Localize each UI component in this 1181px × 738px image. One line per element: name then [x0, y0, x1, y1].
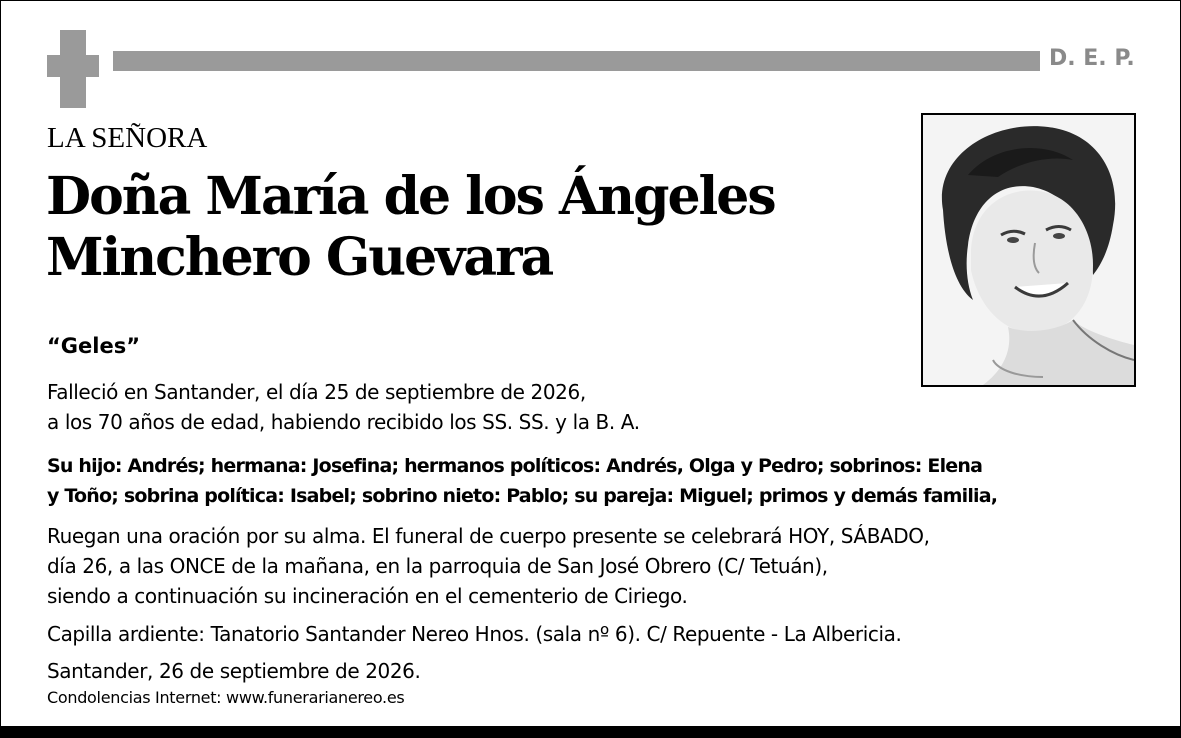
death-announcement — [47, 377, 640, 437]
name-line-2: Minchero Guevara — [46, 227, 553, 288]
nickname: “Geles” — [47, 334, 141, 358]
funeral-details — [47, 521, 930, 611]
prayer-line-1: Ruegan una oración por su alma. El funeral de cuerpo presente se celebrará HOY, SÁBADO, — [47, 524, 930, 548]
family-line-2: y Toño; sobrina política: Isabel; sobrino nieto: Pablo; su pareja: Miguel; primos y demás familia, — [47, 485, 998, 507]
prayer-line-2: día 26, a las ONCE de la mañana, en la parroquia de San José Obrero (C/ Tetuán), — [47, 554, 828, 578]
deceased-name — [46, 166, 775, 288]
chapel-info: Capilla ardiente: Tanatorio Santander Nereo Hnos. (sala nº 6). C/ Repuente - La Albericia. — [47, 622, 902, 646]
name-line-1: Doña María de los Ángeles — [46, 166, 775, 227]
place-date: Santander, 26 de septiembre de 2026. — [47, 659, 421, 683]
dep-label: D. E. P. — [1049, 46, 1135, 71]
honorific: LA SEÑORA — [47, 122, 208, 154]
bottom-rule — [0, 726, 1181, 738]
condolences-link: Condolencias Internet: www.funerarianereo.es — [47, 688, 405, 707]
death-line-1: Falleció en Santander, el día 25 de septiembre de 2026, — [47, 380, 586, 404]
portrait-photo — [921, 113, 1136, 387]
prayer-line-3: siendo a continuación su incineración en el cementerio de Ciriego. — [47, 584, 688, 608]
death-line-2: a los 70 años de edad, habiendo recibido los SS. SS. y la B. A. — [47, 410, 640, 434]
family-list — [47, 451, 997, 511]
header-rule — [113, 51, 1040, 71]
cross-icon — [47, 30, 99, 108]
family-line-1: Su hijo: Andrés; hermana: Josefina; hermanos políticos: Andrés, Olga y Pedro; sobrinos: Elena — [47, 455, 983, 477]
